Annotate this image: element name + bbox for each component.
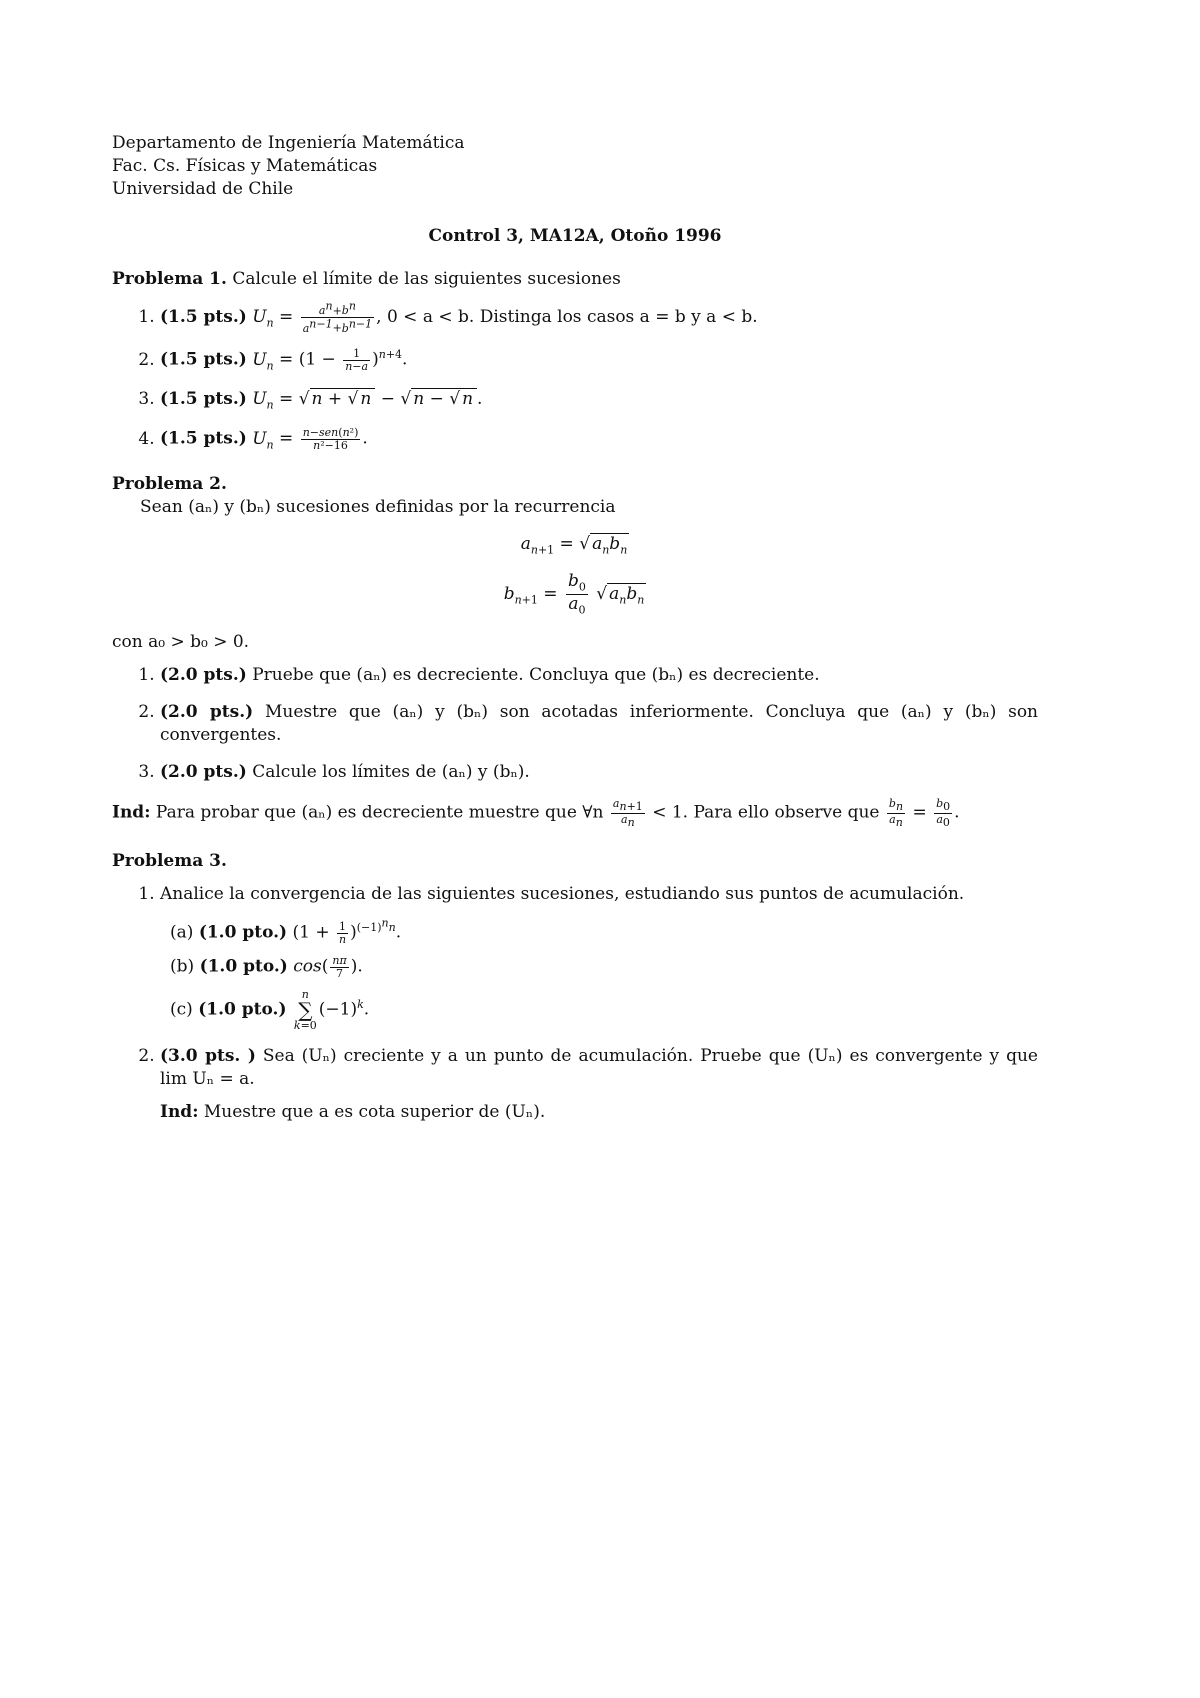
- problem-1: [112, 268, 1038, 453]
- problem-2-condition: con a₀ > b₀ > 0.: [112, 632, 250, 653]
- problem-1-heading: Problema 1.: [112, 268, 227, 289]
- problem-3: [112, 850, 1038, 1124]
- department-line: Departamento de Ingeniería Matemática: [112, 133, 465, 153]
- problem-3-sub-c: (c) (1.0 pto.) n ∑ $k=0(-1)^k$.: [170, 988, 370, 1033]
- fraction: $\frac{a^n+b^n}{a^{n-1}+b^{n-1}}$: [302, 299, 373, 335]
- fraction: $\frac{1}{n-a}$: [345, 347, 369, 373]
- problem-1-item-2: 2. (1.5 pts.) $U_n = (1$ − $\frac{1}{n-a}$ )$^{n+4}$.: [160, 348, 1038, 374]
- problem-3-heading: Problema 3.: [112, 851, 227, 872]
- document-page: [112, 132, 1038, 1138]
- problem-2-list: [112, 664, 1038, 784]
- problem-1-item-3: 3. (1.5 pts.) $U_n$ = √ n + √ n − √ n − √ n .: [160, 388, 1038, 413]
- problem-2-hint: Ind: Para probar que (aₙ) es decreciente muestre que ∀n $\frac{a_{n+1}}{a_n}$ < 1. Para ello observe que $\frac{b_n}{a_n}$ = $\frac{b_0}{a_0}$ .: [112, 796, 960, 829]
- problem-1-list: [112, 301, 1038, 453]
- problem-1-intro: Calcule el límite de las siguientes sucesiones: [232, 268, 621, 289]
- problem-2-heading: Problema 2.: [112, 474, 227, 494]
- problem-3-sub-a: (a) (1.0 pto.) (1 + $\frac{1}{n}$ )$^{(-1)^nn}$.: [170, 916, 402, 946]
- problem-3-item-2: 2. (3.0 pts. ) Sea (Uₙ) creciente y a un punto de acumulación. Pruebe que (Uₙ) es convergente y que lim Uₙ = a. Ind: Muestre que a es cota superior de (Uₙ).: [160, 1045, 1038, 1124]
- problem-2-item-3: 3. (2.0 pts.) Calcule los límites de (aₙ) y (bₙ).: [160, 761, 1038, 784]
- exam-title: Control 3, MA12A, Otoño 1996: [428, 225, 722, 246]
- fraction: $\frac{\text{n−sen(n²)}}{\text{n²−16}}$: [302, 426, 359, 452]
- problem-3-sub-b: (b) (1.0 pto.) cos( $\frac{n\pi}{7}$ ).: [170, 954, 363, 980]
- recurrence-b: $b_{n+1}$ = $\frac{b_0}{a_0}$ √ $a_nb_n$: [503, 571, 645, 617]
- university-line: Universidad de Chile: [112, 178, 294, 199]
- institution-header: [112, 132, 1038, 201]
- problem-2-intro: Sean (aₙ) y (bₙ) sucesiones definidas por la recurrencia: [140, 496, 616, 517]
- recurrence-a: $a_{n+1}$ = √ $a_nb_n$: [520, 533, 628, 557]
- problem-3-sublist: [160, 916, 1038, 1031]
- problem-3-list: [112, 883, 1038, 1124]
- problem-3-hint: Ind: Muestre que a es cota superior de (Uₙ).: [160, 1102, 546, 1123]
- faculty-line: Fac. Cs. Físicas y Matemáticas: [112, 155, 378, 176]
- problem-1-item-4: 4. (1.5 pts.) $U_n$ = $\frac{\text{n−sen(n²)}}{\text{n²−16}}$ .: [160, 427, 1038, 453]
- problem-2-item-2: 2. (2.0 pts.) Muestre que (aₙ) y (bₙ) son acotadas inferiormente. Concluya que (aₙ) y (bₙ) son convergentes.: [160, 701, 1038, 747]
- problem-2-item-1: 1. (2.0 pts.) Pruebe que (aₙ) es decreciente. Concluya que (bₙ) es decreciente.: [160, 664, 1038, 687]
- problem-3-item-1: 1. Analice la convergencia de las siguientes sucesiones, estudiando sus puntos de acumulación. (a) (1.0 pto.) (1 + $\frac{1}{n}$ )$^{(-1)^nn}$. (b) (1.0 pto.) cos( $\frac{n\pi}{7}$ ). (c) (1.0 pto.) n ∑ $k=0(-1)^k$.: [160, 883, 1038, 1031]
- problem-1-item-1: 1. (1.5 pts.) $U_n$ = $\frac{a^n+b^n}{a^{n-1}+b^{n-1}}$ , 0 < a < b. Distinga los casos a = b y a < b.: [160, 301, 1038, 334]
- problem-2: [112, 473, 1038, 828]
